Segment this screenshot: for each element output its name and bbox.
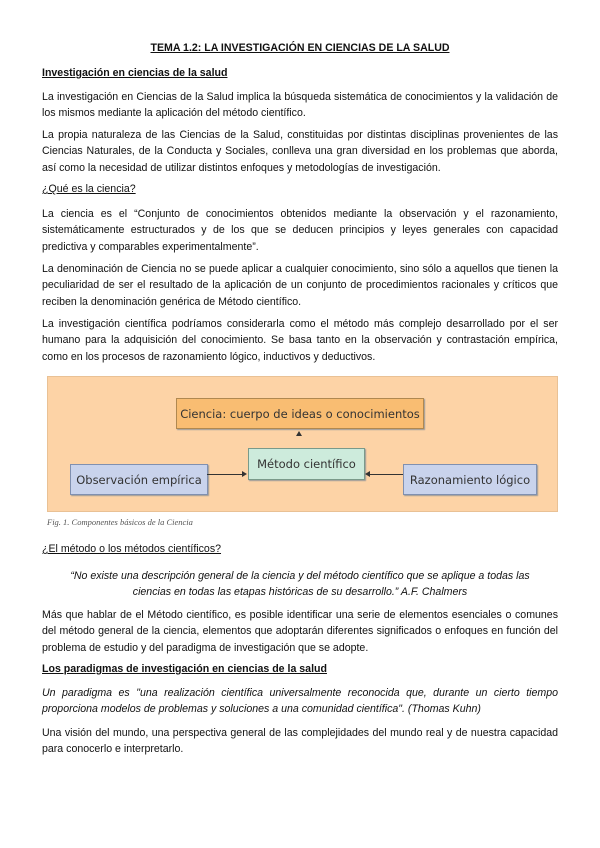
arrow-left-icon — [365, 471, 370, 477]
page-title: TEMA 1.2: LA INVESTIGACIÓN EN CIENCIAS DE LA SALUD — [150, 42, 450, 54]
paragraph: La ciencia es el “Conjunto de conocimientos obtenidos mediante la observación y el razonamiento, sistemáticamente estructurados y de los que se deducen principios y leyes generales con capacidad predictiva y comparables experimentalmente”. — [42, 208, 558, 253]
diagram-box-observation: Observación empírica — [70, 464, 208, 495]
science-diagram — [47, 376, 558, 512]
diagram-box-science: Ciencia: cuerpo de ideas o conocimientos — [176, 398, 424, 429]
paragraph: Más que hablar de el Método científico, es posible identificar una serie de elementos esenciales o comunes del método general de la ciencia, elementos que adoptarán diferentes significados o enfoques en función del problema de estudio y del paradigma de investigación que se adopte. — [42, 609, 558, 654]
quote: Un paradigma es "una realización científica universalmente reconocida que, durante un cierto tiempo proporciona modelos de problemas y soluciones a una comunidad científica". (Thomas Kuhn) — [42, 687, 558, 716]
section-heading: ¿Qué es la ciencia? — [42, 183, 136, 195]
arrow-right-icon — [242, 471, 247, 477]
diagram-box-method: Método científico — [248, 448, 365, 480]
paragraph: Una visión del mundo, una perspectiva general de las complejidades del mundo real y de nuestra capacidad para conocerlo e interpretarlo. — [42, 727, 558, 756]
section-heading: Investigación en ciencias de la salud — [42, 67, 228, 79]
figure-caption: Fig. 1. Componentes básicos de la Ciencia — [47, 517, 193, 527]
paragraph: La investigación en Ciencias de la Salud implica la búsqueda sistemática de conocimientos y la validación de los mismos mediante la aplicación del método científico. — [42, 91, 558, 120]
arrow-up-icon — [296, 431, 302, 436]
paragraph: La investigación científica podríamos considerarla como el método más complejo desarrollado por el ser humano para la adquisición del conocimiento. Se basa tanto en la observación y contrastación empírica, como en los procesos de razonamiento lógico, inductivos y deductivos. — [42, 318, 558, 363]
connector-line — [370, 474, 403, 475]
diagram-box-reasoning: Razonamiento lógico — [403, 464, 537, 495]
paragraph: La denominación de Ciencia no se puede aplicar a cualquier conocimiento, sino sólo a aquellos que tienen la peculiaridad de ser el resultado de la aplicación de un conjunto de procedimientos racionales y críticos que reciben la denominación genérica de Método científico. — [42, 263, 558, 308]
paragraph: La propia naturaleza de las Ciencias de la Salud, constituidas por distintas disciplinas provenientes de las Ciencias Naturales, de la Conducta y Sociales, conlleva una gran diversidad en los problemas que aborda, así como la necesidad de utilizar distintos enfoques y metodologías de investigación. — [42, 129, 558, 174]
section-heading: ¿El método o los métodos científicos? — [42, 543, 222, 555]
section-heading: Los paradigmas de investigación en ciencias de la salud — [42, 663, 327, 675]
connector-line — [207, 474, 243, 475]
quote: “No existe una descripción general de la ciencia y del método científico que se aplique a todas las ciencias en todas las etapas históricas de su desarrollo.” A.F. Chalmers — [70, 570, 530, 599]
